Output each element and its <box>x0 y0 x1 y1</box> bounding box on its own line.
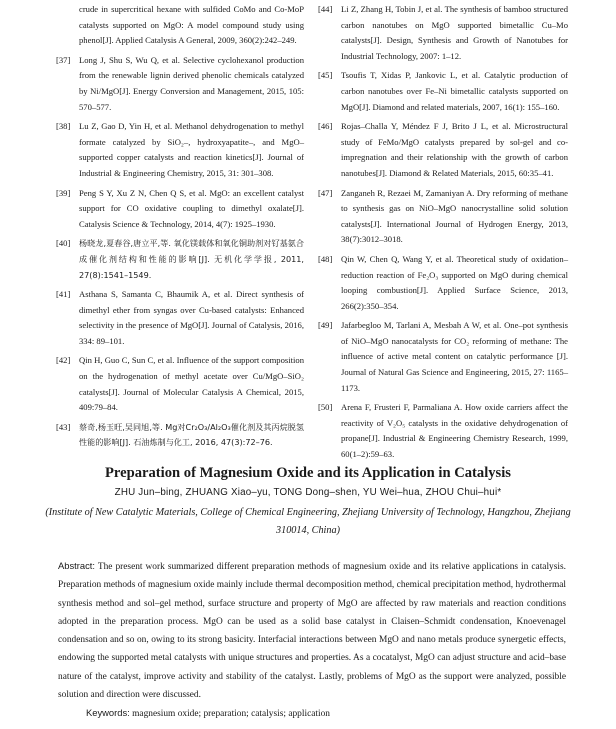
reference-number: [48] <box>318 253 333 264</box>
abstract-label: Abstract: <box>58 560 95 571</box>
reference-item <box>56 53 304 115</box>
reference-item <box>56 186 304 233</box>
reference-number: [46] <box>318 121 333 132</box>
affiliation: (Institute of New Catalytic Materials, College of Chemical Engineering, Zhejiang University of Technology, Hangzhou, Zhejiang 310014, China) <box>45 507 571 536</box>
reference-number: [45] <box>318 70 333 81</box>
reference-item <box>56 236 304 283</box>
reference-number: [44] <box>318 4 333 14</box>
reference-text: Zanganeh R, Rezaei M, Zamaniyan A. Dry reforming of methane to synthesis gas on NiO–MgO nanocrystalline solid solution catalysts[J]. International Journal of Hydrogen Energy, 2013, 38(7):3012–3018. <box>341 187 568 245</box>
reference-item <box>56 353 304 415</box>
reference-number: [49] <box>318 320 333 331</box>
reference-text: Arena F, Frusteri F, Parmaliana A. How oxide carriers affect the reactivity of V₂O₅ catalysts in the oxidative dehydrogenation of propane[J]. Industrial & Engineering Chemistry Research, 1999, 60(1–2):59–63. <box>341 402 568 460</box>
references-right-column <box>318 2 568 467</box>
reference-number: [38] <box>56 121 71 132</box>
reference-text: Rojas–Challa Y, Méndez F J, Brito J L, et al. Microstructural study of FeMo/MgO catalysts prepared by sol-gel and co-impregnation and their relationship with the growth of carbon nanotubes[J]. Diamond & Related Materials, 2015, 60:35–41. <box>341 121 568 178</box>
reference-number: [39] <box>56 187 71 198</box>
reference-text: Lu Z, Gao D, Yin H, et al. Methanol dehydrogenation to methyl formate catalyzed by SiO₂–, hydroxyapatite–, and MgO–supported copper catalysts and reaction kinetics[J]. Journal of Industrial & Engineering Chemistry, 2015, 31: 301–308. <box>79 121 304 178</box>
paper-title: Preparation of Magnesium Oxide and its Application in Catalysis <box>105 465 511 481</box>
reference-item <box>318 252 568 314</box>
references-left-column <box>56 2 304 455</box>
reference-text: Peng S Y, Xu Z N, Chen Q S, et al. MgO: an excellent catalyst support for CO oxidative coupling to dimethyl oxalate[J]. Catalysis Science & Technology, 2014, 4(7): 1925–1930. <box>79 187 304 229</box>
reference-number: [47] <box>318 187 333 198</box>
reference-item <box>318 400 568 462</box>
reference-text: 杨晓龙,夏春谷,唐立平,等. 氧化镁载体和氧化铜助剂对钌基氨合成催化剂结构和性能的影响[J]. 无机化学学报, 2011, 27(8):1541–1549. <box>79 238 304 280</box>
reference-number: [37] <box>56 54 71 65</box>
abstract-text: The present work summarized different preparation methods of magnesium oxide and its relative applications in catalysis. Preparation methods of magnesium oxide mainly include thermal decomposition method, chemical precipitation method, hydrothermal synthesis method and sol–gel method, surface structure and property of MgO are affected by raw materials and reaction conditions adopted in the preparation process. MgO can be used as a solid base catalyst in Claisen–Schmidt condensation, Knoevenagel condensation and so on, owing to its strong basicity. Interfacial interactions between MgO and nano metals produce synergetic effects, endowing the supported metal catalysts with unique structures and properties. As a cocatalyst, MgO can adjust structure and acid–base nature of the catalyst, improve activity and stability of the catalyst. Lastly, problems of MgO as the support were analyzed, possible solution and direction were discussed. <box>58 562 566 701</box>
reference-item <box>318 318 568 396</box>
keywords-text: magnesium oxide; preparation; catalysis; application <box>132 709 330 719</box>
reference-text: Jafarbegloo M, Tarlani A, Mesbah A W, et al. One–pot synthesis of NiO–MgO nanocatalysts for CO₂ reforming of methane: The influence of active metal content on catalytic performance [J]. Journal of Natural Gas Science and Engineering, 2015, 27: 1165–1173. <box>341 320 568 393</box>
author-list: ZHU Jun–bing, ZHUANG Xiao–yu, TONG Dong–shen, YU Wei–hua, ZHOU Chui–hui* <box>114 487 502 498</box>
reference-text: Long J, Shu S, Wu Q, et al. Selective cyclohexanol production from the renewable lignin derived phenolic chemicals catalyzed by Ni/MgO[J]. Energy Conversion and Management, 2015, 105: 570–577. <box>79 54 304 112</box>
reference-number: [42] <box>56 355 71 366</box>
reference-text: Asthana S, Samanta C, Bhaumik A, et al. Direct synthesis of dimethyl ether from syngas over Cu-based catalysts: Enhanced selectivity in the presence of MgO[J]. Journal of Catalysis, 2016, 334: 89–101. <box>79 289 304 346</box>
reference-number: [50] <box>318 402 333 413</box>
reference-text: Qin H, Guo C, Sun C, et al. Influence of the support composition on the hydrogenation of methyl acetate over Cu/MgO–SiO₂ catalysts[J]. Journal of Molecular Catalysis A Chemical, 2015, 409:79–84. <box>79 355 304 413</box>
reference-item <box>56 287 304 349</box>
reference-item <box>318 68 568 115</box>
reference-text: Li Z, Zhang H, Tobin J, et al. The synthesis of bamboo structured carbon nanotubes on MgO supported bimetallic Cu–Mo catalysts[J]. Design, Synthesis and Growth of Nanotubes for Industrial Technology, 2007: 1–12. <box>341 4 568 61</box>
reference-item <box>318 186 568 248</box>
reference-number: [40] <box>56 238 71 249</box>
reference-number: [43] <box>56 421 71 432</box>
reference-item <box>318 119 568 181</box>
keywords <box>86 707 330 719</box>
reference-number: [41] <box>56 289 71 300</box>
reference-item <box>318 2 568 64</box>
reference-item <box>56 119 304 181</box>
reference-text: Qin W, Chen Q, Wang Y, et al. Theoretical study of oxidation–reduction reaction of Fe₂O₃ supported on MgO during chemical looping combustion[J]. Applied Surface Science, 2013, 266(2):350–354. <box>341 253 568 311</box>
reference-item <box>56 420 304 451</box>
reference-text: crude in supercritical hexane with sulfided CoMo and Co-MoP catalysts supported on MgO: A model compound study using phenol[J]. Applied Catalysis A General, 2009, 360(2):242–249. <box>79 4 304 46</box>
reference-text: 蔡奇,杨玉旺,吴同旭,等. Mg对Cr₂O₃/Al₂O₃催化剂及其丙烷脱氢性能的影响[J]. 石油炼制与化工, 2016, 47(3):72–76. <box>79 421 304 448</box>
abstract <box>58 557 566 704</box>
keywords-label: Keywords: <box>86 707 130 718</box>
reference-item <box>56 2 304 49</box>
reference-text: Tsoufis T, Xidas P, Jankovic L, et al. Catalytic production of carbon nanotubes over Fe–Ni bimetallic catalysts supported on MgO[J]. Diamond and related materials, 2007, 16(1): 155–160. <box>341 70 568 112</box>
